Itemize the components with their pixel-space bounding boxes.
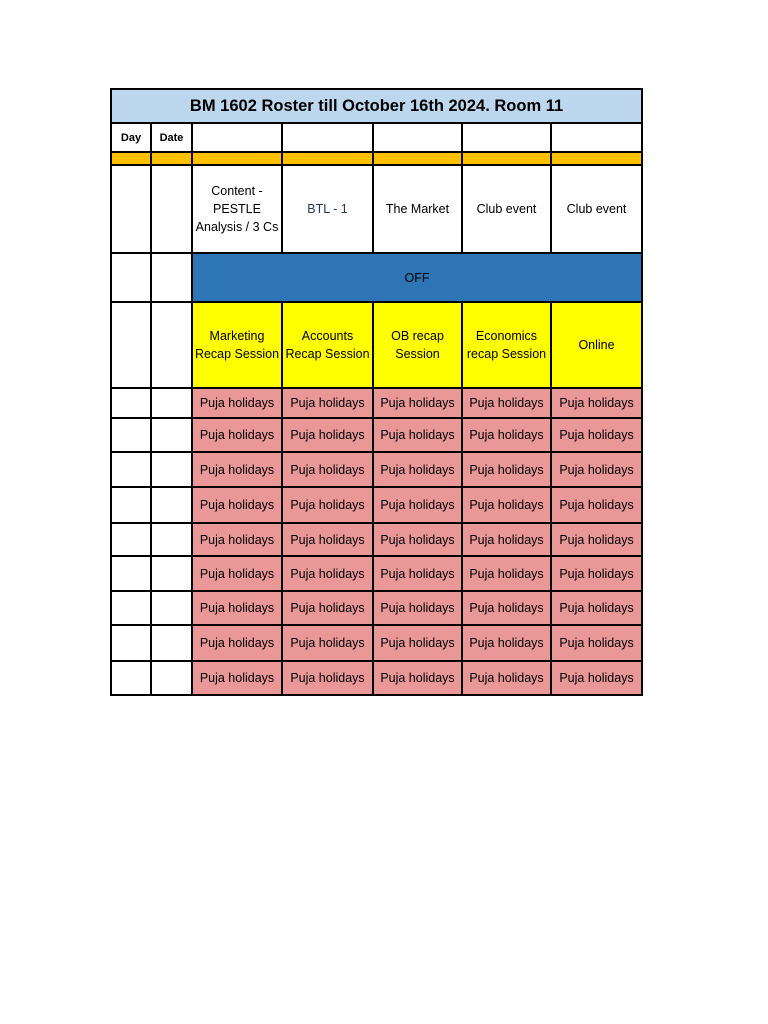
holiday-cell: Puja holidays [462, 661, 551, 695]
date-cell [151, 253, 192, 302]
session-cell: BTL - 1 [282, 165, 373, 253]
holiday-cell: Puja holidays [551, 418, 642, 452]
holiday-row [111, 487, 642, 523]
day-cell [111, 302, 151, 388]
holiday-cell: Puja holidays [373, 556, 462, 591]
recap-session-cell: Economics recap Session [462, 302, 551, 388]
off-day-banner: OFF [192, 253, 642, 302]
holiday-cell: Puja holidays [192, 388, 282, 418]
holiday-cell: Puja holidays [192, 418, 282, 452]
date-cell [151, 556, 192, 591]
day-cell [111, 452, 151, 487]
holiday-cell: Puja holidays [192, 591, 282, 625]
holiday-cell: Puja holidays [282, 591, 373, 625]
holiday-row [111, 388, 642, 418]
day-cell [111, 487, 151, 523]
day-cell [111, 388, 151, 418]
holiday-cell: Puja holidays [192, 523, 282, 556]
holiday-cell: Puja holidays [462, 388, 551, 418]
day-cell [111, 418, 151, 452]
orange-band-cell [192, 152, 282, 165]
holiday-cell: Puja holidays [282, 487, 373, 523]
holiday-cell: Puja holidays [551, 388, 642, 418]
holiday-cell: Puja holidays [282, 661, 373, 695]
holiday-row [111, 661, 642, 695]
holiday-cell: Puja holidays [551, 556, 642, 591]
session-cell: Club event [462, 165, 551, 253]
session-cell: The Market [373, 165, 462, 253]
holiday-row [111, 418, 642, 452]
holiday-cell: Puja holidays [551, 452, 642, 487]
holiday-cell: Puja holidays [551, 625, 642, 661]
empty-header-cell [373, 123, 462, 152]
day-column-header: Day [111, 123, 151, 152]
holiday-cell: Puja holidays [282, 625, 373, 661]
roster-title: BM 1602 Roster till October 16th 2024. Room 11 [111, 89, 642, 123]
day-cell [111, 591, 151, 625]
holiday-cell: Puja holidays [373, 625, 462, 661]
date-cell [151, 165, 192, 253]
holiday-cell: Puja holidays [462, 591, 551, 625]
holiday-row [111, 556, 642, 591]
holiday-cell: Puja holidays [462, 418, 551, 452]
holiday-cell: Puja holidays [462, 523, 551, 556]
recap-session-cell: OB recap Session [373, 302, 462, 388]
holiday-cell: Puja holidays [373, 591, 462, 625]
holiday-row [111, 625, 642, 661]
date-cell [151, 452, 192, 487]
holiday-cell: Puja holidays [373, 661, 462, 695]
date-cell [151, 523, 192, 556]
empty-header-cell [282, 123, 373, 152]
holiday-cell: Puja holidays [192, 556, 282, 591]
session-cell: Club event [551, 165, 642, 253]
holiday-row [111, 591, 642, 625]
holiday-cell: Puja holidays [373, 388, 462, 418]
holiday-cell: Puja holidays [373, 418, 462, 452]
holiday-cell: Puja holidays [282, 452, 373, 487]
holiday-cell: Puja holidays [282, 523, 373, 556]
holiday-cell: Puja holidays [282, 418, 373, 452]
orange-band-cell [282, 152, 373, 165]
empty-header-cell [462, 123, 551, 152]
date-cell [151, 302, 192, 388]
orange-band-cell [462, 152, 551, 165]
holiday-cell: Puja holidays [462, 487, 551, 523]
orange-band-cell [111, 152, 151, 165]
recap-session-cell: Online [551, 302, 642, 388]
holiday-cell: Puja holidays [462, 556, 551, 591]
recap-session-cell: Marketing Recap Session [192, 302, 282, 388]
session-cell: Content - PESTLE Analysis / 3 Cs [192, 165, 282, 253]
date-column-header: Date [151, 123, 192, 152]
holiday-row [111, 523, 642, 556]
day-cell [111, 523, 151, 556]
date-cell [151, 487, 192, 523]
day-cell [111, 253, 151, 302]
holiday-cell: Puja holidays [462, 625, 551, 661]
holiday-cell: Puja holidays [551, 487, 642, 523]
orange-band-cell [151, 152, 192, 165]
holiday-cell: Puja holidays [373, 487, 462, 523]
day-cell [111, 661, 151, 695]
holiday-cell: Puja holidays [192, 487, 282, 523]
orange-band-cell [551, 152, 642, 165]
roster-table [110, 88, 643, 696]
empty-header-cell [192, 123, 282, 152]
holiday-cell: Puja holidays [551, 591, 642, 625]
holiday-cell: Puja holidays [551, 523, 642, 556]
holiday-row [111, 452, 642, 487]
holiday-cell: Puja holidays [282, 388, 373, 418]
date-cell [151, 625, 192, 661]
date-cell [151, 418, 192, 452]
day-cell [111, 625, 151, 661]
empty-header-cell [551, 123, 642, 152]
orange-band-cell [373, 152, 462, 165]
holiday-cell: Puja holidays [373, 523, 462, 556]
date-cell [151, 388, 192, 418]
date-cell [151, 661, 192, 695]
holiday-cell: Puja holidays [192, 661, 282, 695]
holiday-cell: Puja holidays [282, 556, 373, 591]
holiday-cell: Puja holidays [462, 452, 551, 487]
holiday-cell: Puja holidays [192, 452, 282, 487]
recap-session-cell: Accounts Recap Session [282, 302, 373, 388]
holiday-cell: Puja holidays [373, 452, 462, 487]
date-cell [151, 591, 192, 625]
holiday-cell: Puja holidays [192, 625, 282, 661]
day-cell [111, 165, 151, 253]
day-cell [111, 556, 151, 591]
holiday-cell: Puja holidays [551, 661, 642, 695]
